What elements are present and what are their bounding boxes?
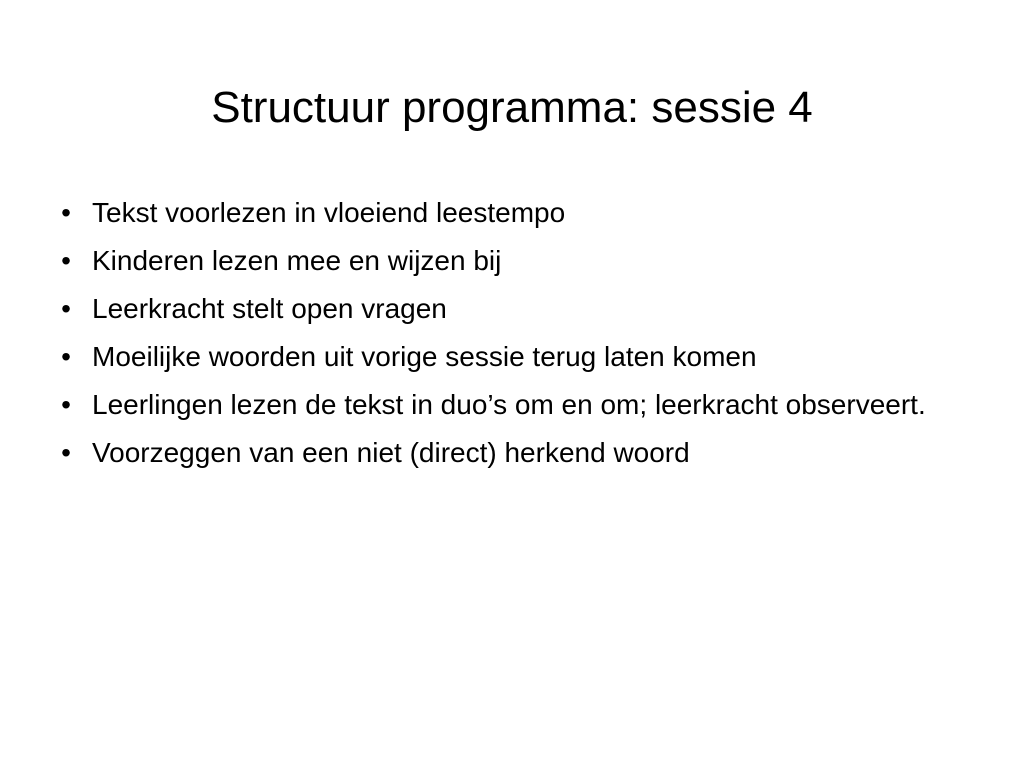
- list-item-text: Tekst voorlezen in vloeiend leestempo: [92, 197, 566, 228]
- bullet-icon: •: [61, 341, 71, 372]
- bullet-icon: •: [61, 437, 71, 468]
- list-item: [56, 434, 956, 472]
- bullet-icon: •: [61, 389, 71, 420]
- list-item: [56, 290, 956, 328]
- list-item-text: Leerlingen lezen de tekst in duo’s om en om; leerkracht observeert.: [92, 389, 926, 420]
- list-item-text: Moeilijke woorden uit vorige sessie terug laten komen: [92, 341, 757, 372]
- bullet-icon: •: [61, 293, 71, 324]
- slide-title: Structuur programma: sessie 4: [211, 83, 813, 132]
- list-item-text: Kinderen lezen mee en wijzen bij: [92, 245, 502, 276]
- bullet-icon: •: [61, 197, 71, 228]
- list-item-text: Voorzeggen van een niet (direct) herkend woord: [92, 437, 690, 468]
- list-item: [56, 194, 956, 232]
- list-item: [56, 338, 956, 376]
- list-item: [56, 386, 956, 424]
- bullet-list: [56, 194, 956, 482]
- bullet-icon: •: [61, 245, 71, 276]
- list-item: [56, 242, 956, 280]
- list-item-text: Leerkracht stelt open vragen: [92, 293, 447, 324]
